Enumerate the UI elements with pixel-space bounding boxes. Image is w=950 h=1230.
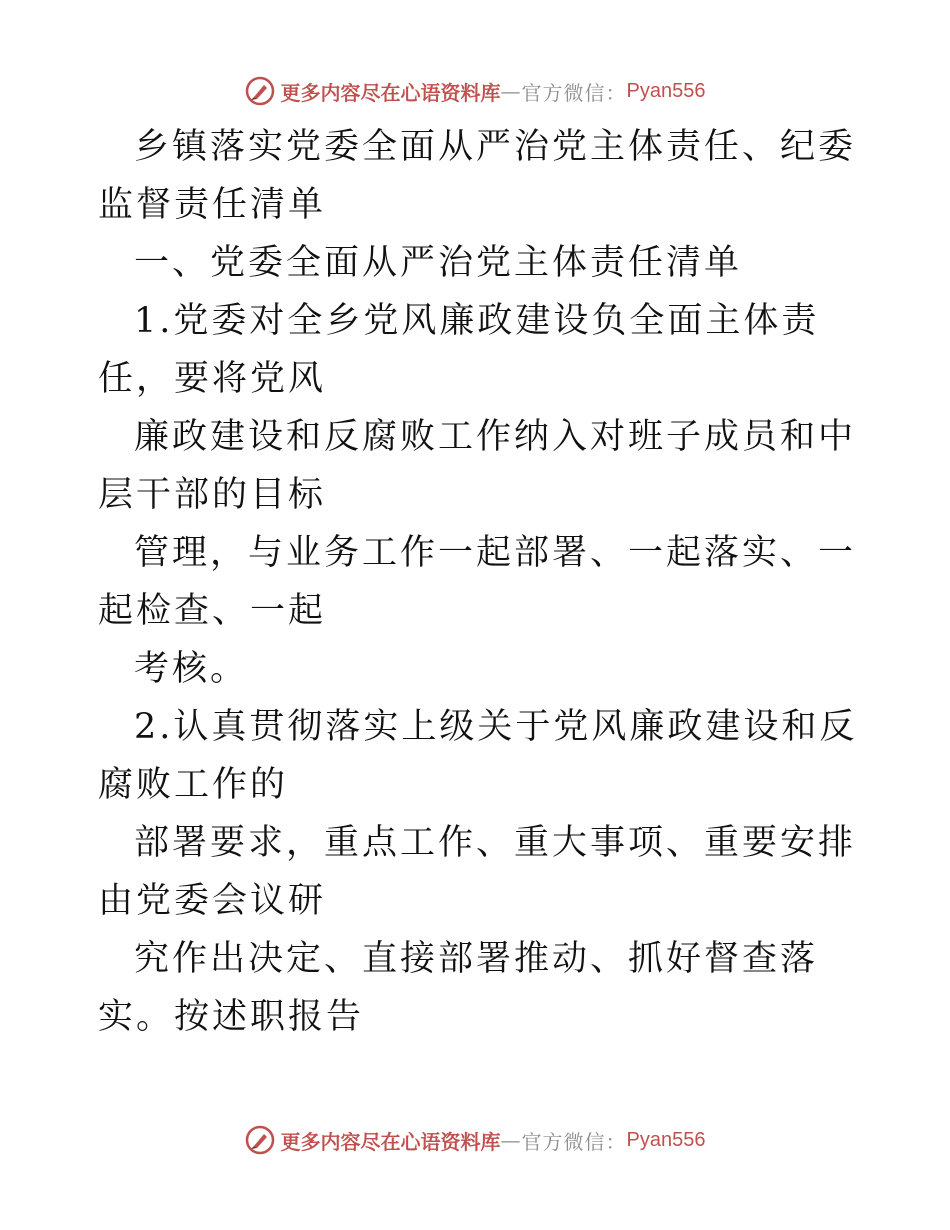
document-title: 乡镇落实党委全面从严治党主体责任、纪委监督责任清单 (98, 127, 857, 225)
watermark-main-text: 更多内容尽在心语资料库 (280, 80, 501, 105)
paragraph: 管理，与业务工作一起部署、一起落实、一起检查、一起 (98, 533, 857, 631)
watermark-separator: — (500, 1128, 522, 1152)
paragraph: 2.认真贯彻落实上级关于党风廉政建设和反腐败工作的 (98, 707, 858, 805)
watermark-wechat-id: Pyan556 (626, 1128, 706, 1151)
paragraph: 部署要求，重点工作、重大事项、重要安排由党委会议研 (98, 823, 857, 921)
paragraph: 1.党委对全乡党风廉政建设负全面主体责任，要将党风 (98, 301, 820, 399)
watermark-wechat-id: Pyan556 (626, 79, 706, 102)
paragraph: 考核。 (134, 649, 249, 689)
section-heading: 一、党委全面从严治党主体责任清单 (134, 243, 743, 283)
watermark-separator: — (500, 79, 522, 103)
watermark-wechat-label: 官方微信： (521, 1129, 627, 1154)
pen-nib-logo-icon (245, 76, 275, 106)
pen-nib-logo-icon (245, 1125, 275, 1155)
paragraph: 廉政建设和反腐败工作纳入对班子成员和中层干部的目标 (98, 417, 857, 515)
header-watermark (0, 71, 950, 111)
paragraph: 究作出决定、直接部署推动、抓好督查落实。按述职报告 (98, 939, 819, 1037)
footer-watermark (0, 1120, 950, 1160)
watermark-main-text: 更多内容尽在心语资料库 (280, 1129, 501, 1154)
document-body (98, 118, 858, 1046)
watermark-wechat-label: 官方微信： (521, 80, 627, 105)
